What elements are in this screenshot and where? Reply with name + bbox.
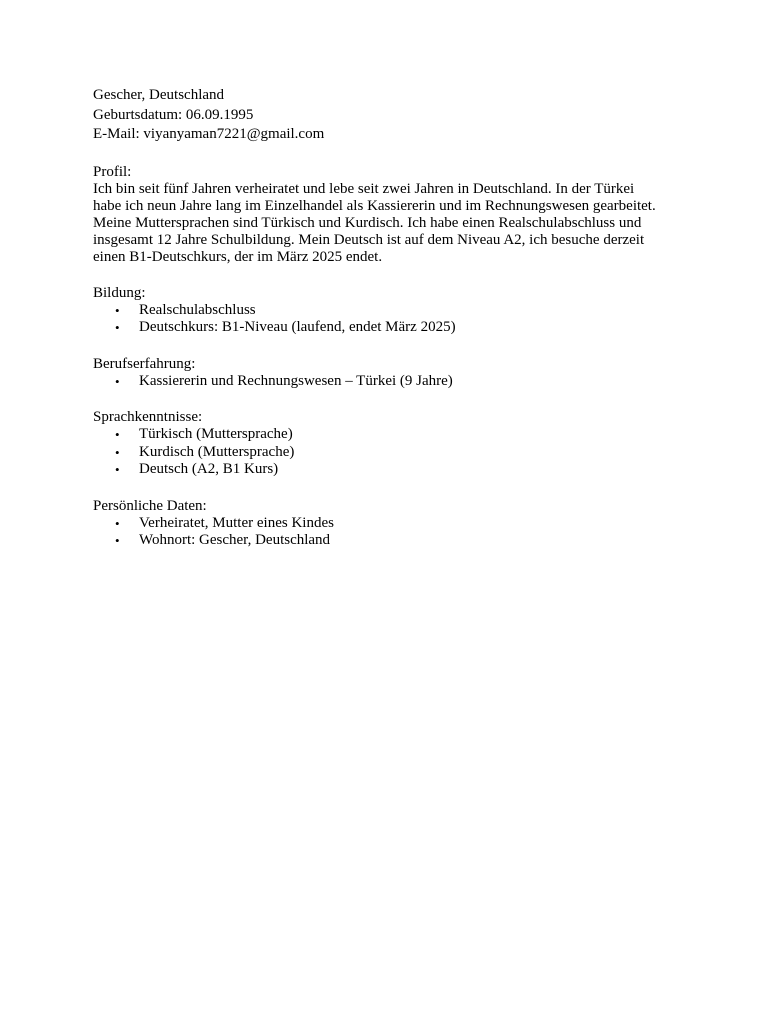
languages-section bbox=[93, 408, 683, 479]
bullet-icon: • bbox=[115, 533, 120, 548]
profile-section bbox=[93, 163, 683, 266]
list-item bbox=[93, 532, 683, 550]
profile-line: insgesamt 12 Jahre Schulbildung. Mein Deutsch ist auf dem Niveau A2, ich besuche derzeit bbox=[93, 231, 645, 248]
list-item-text: Wohnort: Gescher, Deutschland bbox=[139, 532, 331, 548]
bullet-icon: • bbox=[115, 444, 120, 460]
contact-email: E-Mail: viyanyaman7221@gmail.com bbox=[93, 126, 325, 142]
contact-birthdate: Geburtsdatum: 06.09.1995 bbox=[93, 106, 254, 123]
profile-line: Meine Muttersprachen sind Türkisch und Kurdisch. Ich habe einen Realschulabschluss und bbox=[93, 214, 642, 231]
list-item-text: Deutschkurs: B1-Niveau (laufend, endet März 2025) bbox=[139, 319, 456, 335]
list-item-text: Kurdisch (Muttersprache) bbox=[139, 443, 295, 460]
bullet-icon: • bbox=[115, 462, 120, 477]
personal-section bbox=[93, 497, 683, 550]
bullet-icon: • bbox=[115, 373, 120, 389]
list-item bbox=[93, 515, 683, 533]
education-list bbox=[93, 302, 683, 337]
bullet-icon: • bbox=[115, 320, 120, 335]
list-item bbox=[93, 444, 683, 462]
contact-block bbox=[93, 86, 683, 145]
personal-heading: Persönliche Daten: bbox=[93, 497, 207, 514]
experience-heading: Berufserfahrung: bbox=[93, 355, 196, 372]
list-item-text: Verheiratet, Mutter eines Kindes bbox=[139, 514, 334, 531]
contact-location: Gescher, Deutschland bbox=[93, 87, 225, 103]
profile-heading: Profil: bbox=[93, 163, 132, 180]
experience-section bbox=[93, 355, 683, 391]
list-item-text: Türkisch (Muttersprache) bbox=[139, 426, 293, 442]
experience-list bbox=[93, 373, 683, 391]
list-item bbox=[93, 426, 683, 444]
education-section bbox=[93, 284, 683, 337]
list-item bbox=[93, 319, 683, 337]
bullet-icon: • bbox=[115, 302, 120, 318]
list-item bbox=[93, 373, 683, 391]
bullet-icon: • bbox=[115, 515, 120, 531]
list-item-text: Kassiererin und Rechnungswesen – Türkei (9 Jahre) bbox=[139, 372, 453, 389]
languages-list bbox=[93, 426, 683, 479]
document-page bbox=[93, 86, 683, 550]
profile-line: habe ich neun Jahre lang im Einzelhandel als Kassiererin und im Rechnungswesen gearbeitet. bbox=[93, 197, 656, 214]
list-item-text: Realschulabschluss bbox=[139, 301, 256, 318]
bullet-icon: • bbox=[115, 427, 120, 442]
profile-line: einen B1-Deutschkurs, der im März 2025 endet. bbox=[93, 248, 383, 265]
list-item bbox=[93, 461, 683, 479]
education-heading: Bildung: bbox=[93, 284, 146, 301]
list-item-text: Deutsch (A2, B1 Kurs) bbox=[139, 461, 279, 477]
personal-list bbox=[93, 515, 683, 550]
list-item bbox=[93, 302, 683, 320]
profile-line: Ich bin seit fünf Jahren verheiratet und lebe seit zwei Jahren in Deutschland. In der Türkei bbox=[93, 180, 635, 197]
languages-heading: Sprachkenntnisse: bbox=[93, 409, 203, 425]
